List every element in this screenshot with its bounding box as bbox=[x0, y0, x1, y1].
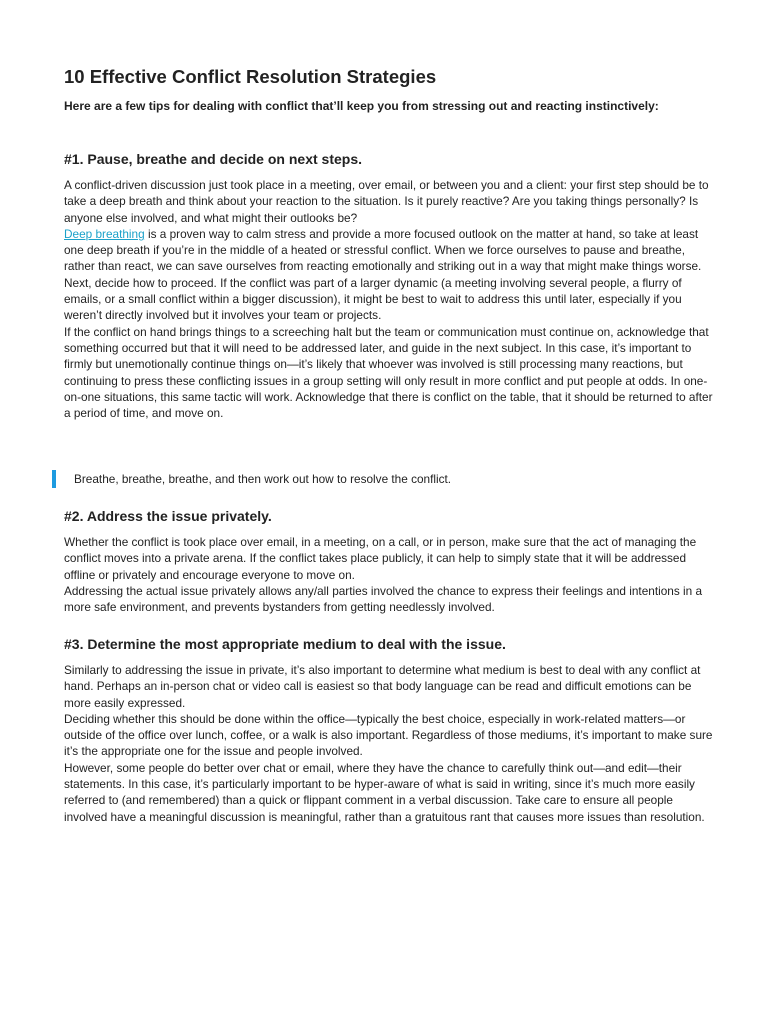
quote-bar bbox=[52, 470, 56, 488]
section-1-heading: #1. Pause, breathe and decide on next steps. bbox=[64, 151, 362, 167]
section-1-body bbox=[64, 177, 714, 421]
section-1-paragraph: A conflict-driven discussion just took place in a meeting, over email, or between you and a client: your first step should be to take a deep breath and think about your reaction to the situation. Is it purely reactive? Are you taking things personally? Is anyone else involved, and what might their outlooks be? bbox=[64, 178, 709, 225]
intro-text: Here are a few tips for dealing with conflict that’ll keep you from stressing out and reacting instinctively: bbox=[64, 99, 659, 113]
section-2-paragraph: Addressing the actual issue privately allows any/all parties involved the chance to express their feelings and intentions in a more safe environment, and prevents bystanders from getting needlessly involved. bbox=[64, 583, 703, 615]
section-2-paragraph: Whether the conflict is took place over email, in a meeting, on a call, or in person, make sure that the act of managing the conflict moves into a private arena. If the conflict takes place publicly, it can help to simply state that it will be addressed offline or privately and encourage everyone to move on. bbox=[64, 535, 697, 582]
section-3-body bbox=[64, 662, 714, 825]
section-1-paragraph: Next, decide how to proceed. If the conflict was part of a larger dynamic (a meeting involving several people, a flurry of emails, or a small conflict within a bigger discussion), it might be best to wait to address this until later, especially if you weren’t directly involved but it involves your team or projects. bbox=[64, 275, 682, 323]
document-title: 10 Effective Conflict Resolution Strategies bbox=[64, 66, 437, 87]
section-3-paragraph: However, some people do better over chat or email, where they have the chance to carefully think out—and edit—their statements. In this case, it’s particularly important to be hyper-aware of what is said in writing, since it’s much more easily referred to (and remembered) than a quick or flippant comment in a verbal discussion. Take care to ensure all people involved have a meaningful discussion is meaningful, rather than a gratuitous rant that causes more issues than resolution. bbox=[64, 760, 705, 824]
section-1-paragraph bbox=[64, 226, 714, 275]
section-3-paragraph: Deciding whether this should be done within the office—typically the best choice, especially in work-related matters—or outside of the office over lunch, coffee, or a walk is also important. Regardless of those mediums, it’s important to make sure it’s the appropriate one for the issue and people involved. bbox=[64, 711, 713, 759]
section-2-heading: #2. Address the issue privately. bbox=[64, 508, 272, 524]
section-2-body bbox=[64, 534, 714, 615]
deep-breathing-link[interactable]: Deep breathing bbox=[64, 226, 145, 241]
section-1-paragraph-text: is a proven way to calm stress and provide a more focused outlook on the matter at hand, so take at least one deep breath if you’re in the middle of a heated or stressful conflict. When we force ourselves to pause and breathe, rather than react, we can save ourselves from reacting emotionally and striking out in a way that might make things worse. bbox=[64, 226, 702, 274]
quote-text: Breathe, breathe, breathe, and then work out how to resolve the conflict. bbox=[74, 472, 452, 486]
section-1-paragraph: If the conflict on hand brings things to a screeching halt but the team or communication must continue on, acknowledge that something occurred but that it will need to be addressed later, and guide in the next subject. In this case, it’s important to firmly but unemotionally continue things on—it’s likely that whoever was involved is still processing many reactions, but continuing to press these conflicting issues in a group setting will only result in more conflict and put people at odds. In one-on-one situations, this same tactic will work. Acknowledge that there is conflict on the table, that it should be returned to after a period of time, and move on. bbox=[64, 324, 713, 421]
pull-quote bbox=[52, 470, 712, 488]
section-3-paragraph: Similarly to addressing the issue in private, it’s also important to determine what medium is best to deal with any conflict at hand. Perhaps an in-person chat or video call is easiest so that body language can be read and difficult emotions can be more easily expressed. bbox=[64, 663, 701, 710]
section-3-heading: #3. Determine the most appropriate medium to deal with the issue. bbox=[64, 636, 506, 652]
